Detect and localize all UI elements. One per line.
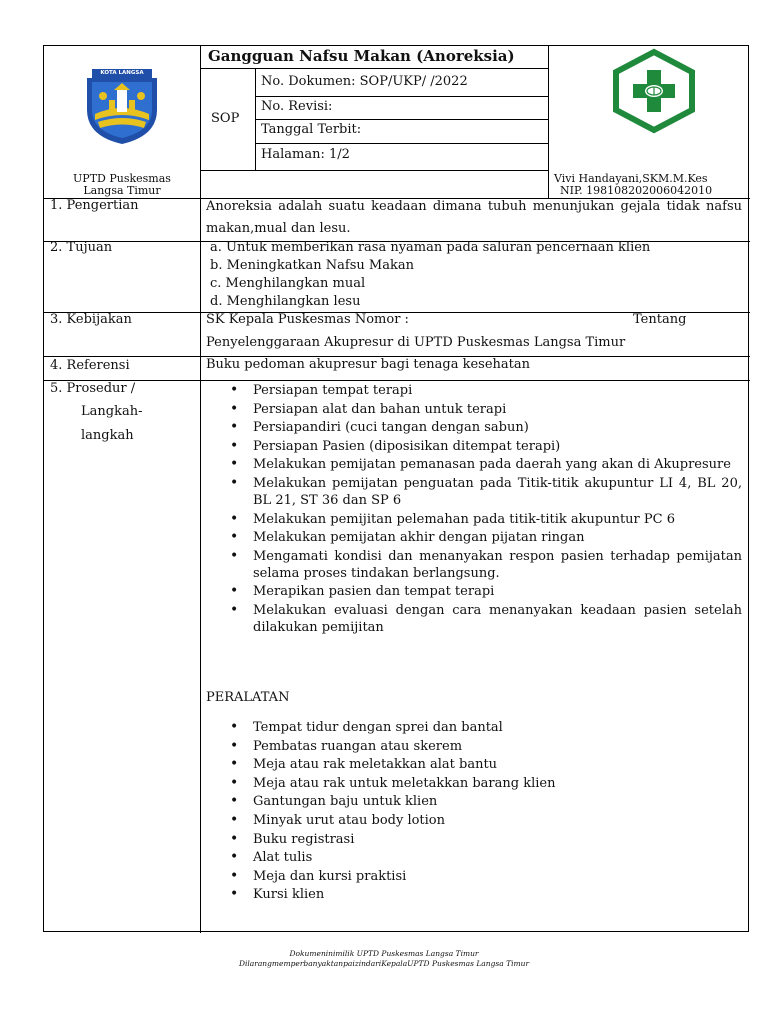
issue-date: Tanggal Terbit: xyxy=(261,122,362,137)
equipment-item: • Tempat tidur dengan sprei dan bantal xyxy=(223,719,742,736)
document-title: Gangguan Nafsu Makan (Anoreksia) xyxy=(208,47,515,65)
footer-copy-notice: DilarangmemperbanyaktanpaizindariKepalaUPTD Puskesmas Langsa Timur xyxy=(238,959,530,968)
equipment-item: • Pembatas ruangan atau skerem xyxy=(223,738,742,755)
tujuan-item-d: d. Menghilangkan lesu xyxy=(210,294,361,309)
section-label-referensi: 4. Referensi xyxy=(50,358,130,373)
row-divider-4 xyxy=(44,380,750,381)
equipment-item: • Buku registrasi xyxy=(223,831,742,848)
equipment-list xyxy=(223,719,742,905)
puskesmas-logo xyxy=(610,48,698,134)
org-name-line1: UPTD Puskesmas xyxy=(73,172,171,185)
equipment-heading: PERALATAN xyxy=(206,690,290,705)
procedure-step: • Persiapan alat dan bahan untuk terapi xyxy=(223,401,742,418)
tujuan-item-c: c. Menghilangkan mual xyxy=(210,276,366,291)
kebijakan-sk: SK Kepala Puskesmas Nomor : xyxy=(206,312,409,327)
procedure-step: • Mengamati kondisi dan menanyakan respon pasien terhadap pemijatan selama proses tindakan berlangsung. xyxy=(223,548,742,582)
org-name-line2: Langsa Timur xyxy=(83,184,161,197)
meta-divider-4 xyxy=(200,170,548,171)
section-label-langkah-2: langkah xyxy=(81,428,134,443)
section-label-prosedur: 5. Prosedur / xyxy=(50,381,136,396)
pengertian-text: Anoreksia adalah suatu keadaan dimana tubuh menunjukan gejala tidak nafsu makan,mual dan lesu. xyxy=(206,199,742,236)
sop-document-frame xyxy=(43,45,749,932)
procedure-step: • Melakukan pemijitan pelemahan pada titik-titik akupuntur PC 6 xyxy=(223,511,742,528)
signer-nip: NIP. 198108202006042010 xyxy=(560,184,713,197)
equipment-item: • Gantungan baju untuk klien xyxy=(223,793,742,810)
kebijakan-tentang: Tentang xyxy=(633,312,687,327)
procedure-step: • Merapikan pasien dan tempat terapi xyxy=(223,583,742,600)
section-label-kebijakan: 3. Kebijakan xyxy=(50,312,132,327)
section-label-langkah: Langkah- xyxy=(81,404,143,419)
procedure-steps-list xyxy=(223,382,742,638)
meta-divider-1 xyxy=(255,96,548,97)
section-label-pengertian: 1. Pengertian xyxy=(50,198,139,213)
title-underline xyxy=(200,68,548,69)
meta-divider-2 xyxy=(255,119,548,120)
column-divider-left xyxy=(200,46,201,933)
procedure-step: • Persiapandiri (cuci tangan dengan sabun) xyxy=(223,419,742,436)
tujuan-item-a: a. Untuk memberikan rasa nyaman pada saluran pencernaan klien xyxy=(210,240,651,255)
procedure-step: • Persiapan tempat terapi xyxy=(223,382,742,399)
procedure-step: • Melakukan pemijatan penguatan pada Titik-titik akupuntur LI 4, BL 20, BL 21, ST 36 dan SP 6 xyxy=(223,475,742,509)
doc-number: No. Dokumen: SOP/UKP/ /2022 xyxy=(261,74,468,89)
revision-number: No. Revisi: xyxy=(261,99,333,114)
tujuan-item-b: b. Meningkatkan Nafsu Makan xyxy=(210,258,414,273)
equipment-item: • Alat tulis xyxy=(223,849,742,866)
sop-label: SOP xyxy=(211,111,240,126)
referensi-text: Buku pedoman akupresur bagi tenaga kesehatan xyxy=(206,357,531,372)
meta-divider-3 xyxy=(255,143,548,144)
equipment-item: • Minyak urut atau body lotion xyxy=(223,812,742,829)
equipment-item: • Kursi klien xyxy=(223,886,742,903)
kebijakan-text: Penyelenggaraan Akupresur di UPTD Puskesmas Langsa Timur xyxy=(206,335,626,350)
procedure-step: • Melakukan evaluasi dengan cara menanyakan keadaan pasien setelah dilakukan pemijitan xyxy=(223,602,742,636)
equipment-item: • Meja atau rak untuk meletakkan barang klien xyxy=(223,775,742,792)
page-number: Halaman: 1/2 xyxy=(261,147,350,162)
city-emblem xyxy=(81,66,163,146)
footer-ownership: Dokumeninimilik UPTD Puskesmas Langsa Timur xyxy=(289,949,479,958)
procedure-step: • Persiapan Pasien (diposisikan ditempat terapi) xyxy=(223,438,742,455)
signer-name: Vivi Handayani,SKM.M.Kes xyxy=(554,172,708,185)
procedure-step: • Melakukan pemijatan akhir dengan pijatan ringan xyxy=(223,529,742,546)
emblem-text: KOTA LANGSA xyxy=(100,70,144,76)
equipment-item: • Meja atau rak meletakkan alat bantu xyxy=(223,756,742,773)
section-label-tujuan: 2. Tujuan xyxy=(50,240,113,255)
column-divider-right xyxy=(548,46,549,198)
procedure-step: • Melakukan pemijatan pemanasan pada daerah yang akan di Akupresure xyxy=(223,456,742,473)
equipment-item: • Meja dan kursi praktisi xyxy=(223,868,742,885)
